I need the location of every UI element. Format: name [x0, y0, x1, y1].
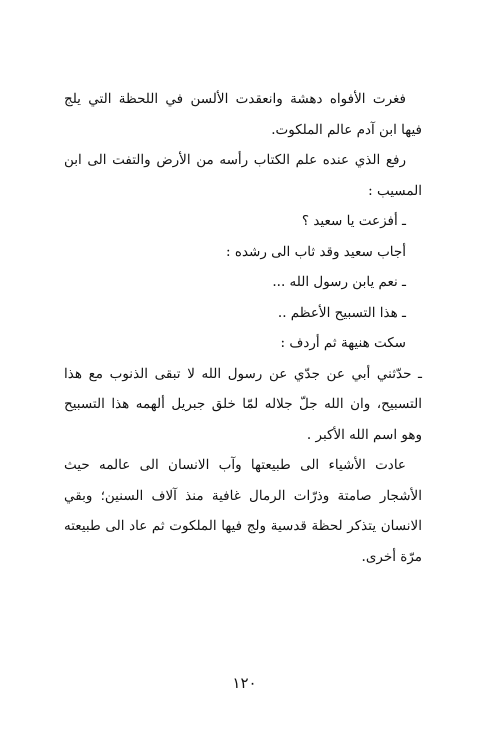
body-text	[64, 84, 422, 572]
dialogue-line: ـ نعم يابن رسول الله ...	[272, 274, 406, 290]
paragraph-narration: رفع الذي عنده علم الكتاب رأسه من الأرض والتفت الى ابن المسيب :	[64, 152, 422, 199]
paragraph-closing: عادت الأشياء الى طبيعتها وآب الانسان الى عالمه حيث الأشجار صامتة وذرّات الرمال غافية منذ آلاف السنين؛ وبقي الانسان يتذكر لحظة قدسية ولج فيها الملكوت ثم عاد الى طبيعته مرّة أخرى.	[64, 457, 422, 565]
dialogue-line: ـ أفزعت يا سعيد ؟	[301, 213, 406, 229]
paragraph-narration: سكت هنيهة ثم أردف :	[280, 335, 406, 351]
dialogue-line: ـ حدّثني أبي عن جدّي عن رسول الله لا تبقى الذنوب مع هذا التسبيح، وان الله جلّ جلاله لمّا خلق جبريل ألهمه هذا التسبيح وهو اسم الله الأكبر .	[64, 365, 422, 443]
paragraph-narration: أجاب سعيد وقد ثاب الى رشده :	[226, 243, 406, 260]
paragraph-opening: فغرت الأفواه دهشة وانعقدت الألسن في اللحظة التي يلج فيها ابن آدم عالم الملكوت.	[64, 91, 422, 138]
dialogue-line: ـ هذا التسبيح الأعظم ..	[277, 304, 406, 321]
page-number: ١٢٠	[232, 674, 257, 692]
